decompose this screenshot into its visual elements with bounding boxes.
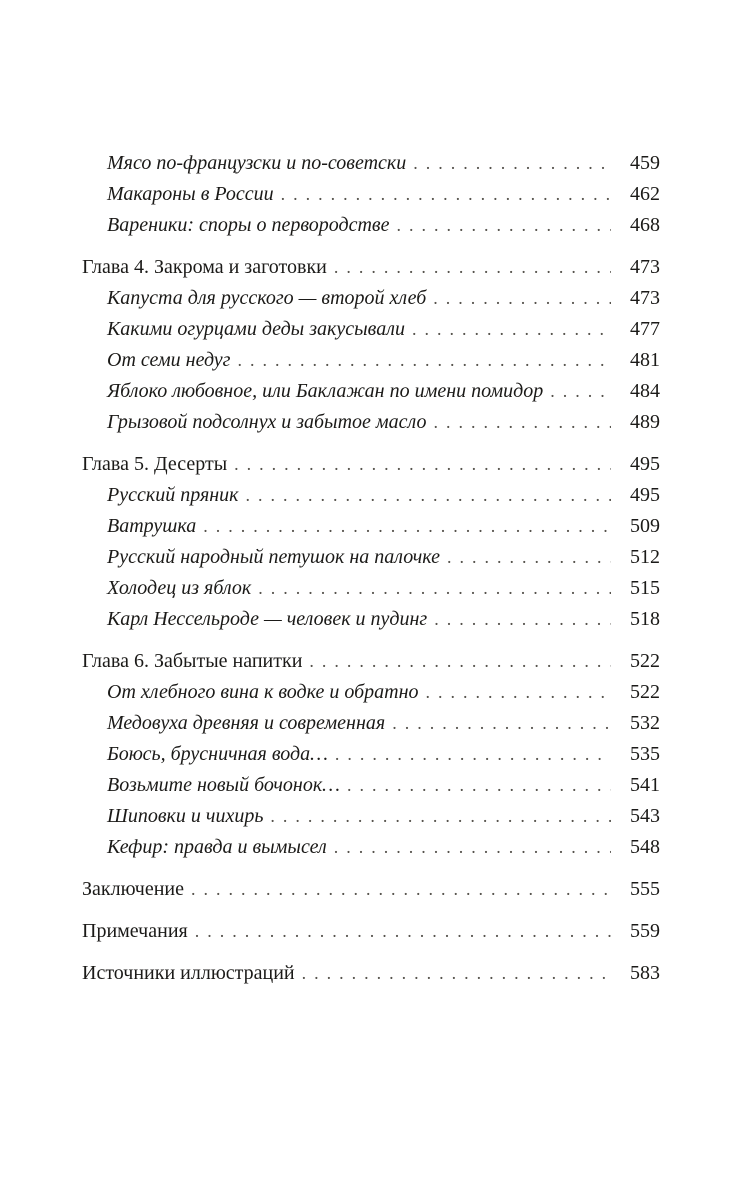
dot-leader [396,210,611,241]
page-number: 512 [630,546,660,568]
dot-leader [392,708,611,739]
toc-entry-sub [82,739,660,770]
toc-entry-sub [82,407,660,438]
dot-leader [203,511,611,542]
dot-leader [433,283,611,314]
entry-label: Макароны в России [107,183,274,205]
toc-section [82,874,660,905]
dot-leader [413,148,611,179]
toc-entry-chapter [82,449,660,480]
dot-leader [447,542,611,573]
entry-label: Глава 6. Забытые напитки [82,650,303,672]
entry-label: Заключение [82,878,184,900]
entry-label: Шиповки и чихирь [107,805,264,827]
toc-entry-sub [82,283,660,314]
entry-label: От хлебного вина к водке и обратно [107,681,419,703]
toc-entry-sub [82,542,660,573]
page-number: 548 [630,836,660,858]
dot-leader [191,874,611,905]
page-number: 473 [630,256,660,278]
toc-entry-sub [82,511,660,542]
dot-leader [347,770,611,801]
entry-label: Медовуха древняя и современная [107,712,386,734]
page-number: 468 [630,214,660,236]
entry-label: Глава 4. Закрома и заготовки [82,256,327,278]
entry-label: Какими огурцами деды закусывали [107,318,405,340]
toc-section [82,449,660,635]
entry-label: Капуста для русского — второй хлеб [107,287,427,309]
toc-entry-sub [82,210,660,241]
page-number: 535 [630,743,660,765]
toc-entry-sub [82,345,660,376]
entry-label: Грызовой подсолнух и забытое масло [107,411,427,433]
entry-label: Русский пряник [107,484,239,506]
entry-label: Глава 5. Десерты [82,453,228,475]
entry-label: Яблоко любовное, или Баклажан по имени помидор [107,380,544,402]
entry-label: Вареники: споры о первородстве [107,214,390,236]
page-number: 489 [630,411,660,433]
toc-entry-sub [82,179,660,210]
page-number: 522 [630,650,660,672]
entry-label: Ватрушка [107,515,197,537]
dot-leader [270,801,611,832]
dot-leader [434,407,611,438]
page-number: 515 [630,577,660,599]
dot-leader [237,345,611,376]
page-number: 559 [630,920,660,942]
toc-section [82,958,660,989]
toc-section [82,148,660,241]
dot-leader [234,449,611,480]
dot-leader [335,739,611,770]
entry-label: Карл Нессельроде — человек и пудинг [107,608,428,630]
page-number: 484 [630,380,660,402]
dot-leader [195,916,611,947]
toc-entry-sub [82,604,660,635]
toc-entry-sub [82,480,660,511]
toc-list [82,148,660,989]
toc-entry-sub [82,148,660,179]
entry-label: От семи недуг [107,349,231,371]
page-number: 477 [630,318,660,340]
page-number: 473 [630,287,660,309]
dot-leader [426,677,611,708]
dot-leader [246,480,611,511]
page-number: 495 [630,453,660,475]
page-number: 522 [630,681,660,703]
page-number: 481 [630,349,660,371]
toc-entry-sub [82,832,660,863]
dot-leader [302,958,611,989]
toc-entry-sub [82,573,660,604]
toc-section [82,252,660,438]
toc-entry-sub [82,376,660,407]
page-number: 532 [630,712,660,734]
entry-label: Боюсь, брусничная вода… [107,743,328,765]
page-number: 495 [630,484,660,506]
dot-leader [281,179,611,210]
page-number: 555 [630,878,660,900]
entry-label: Мясо по-французски и по-советски [107,152,407,174]
dot-leader [434,604,611,635]
dot-leader [309,646,611,677]
toc-entry-chapter [82,958,660,989]
dot-leader [334,252,611,283]
toc-entry-chapter [82,874,660,905]
entry-label: Холодец из яблок [107,577,252,599]
dot-leader [412,314,611,345]
page-number: 518 [630,608,660,630]
toc-section [82,916,660,947]
toc-entry-sub [82,770,660,801]
entry-label: Русский народный петушок на палочке [107,546,440,568]
dot-leader [258,573,611,604]
toc-entry-sub [82,677,660,708]
page-number: 509 [630,515,660,537]
toc-section [82,646,660,863]
entry-label: Примечания [82,920,188,942]
dot-leader [334,832,611,863]
toc-entry-sub [82,314,660,345]
toc-entry-sub [82,801,660,832]
dot-leader [550,376,611,407]
entry-label: Источники иллюстраций [82,962,295,984]
entry-label: Возьмите новый бочонок… [107,774,340,796]
page-number: 543 [630,805,660,827]
page-number: 459 [630,152,660,174]
page-number: 583 [630,962,660,984]
toc-entry-chapter [82,646,660,677]
entry-label: Кефир: правда и вымысел [107,836,327,858]
toc-entry-chapter [82,916,660,947]
toc-entry-chapter [82,252,660,283]
page-number: 541 [630,774,660,796]
page-number: 462 [630,183,660,205]
toc-entry-sub [82,708,660,739]
